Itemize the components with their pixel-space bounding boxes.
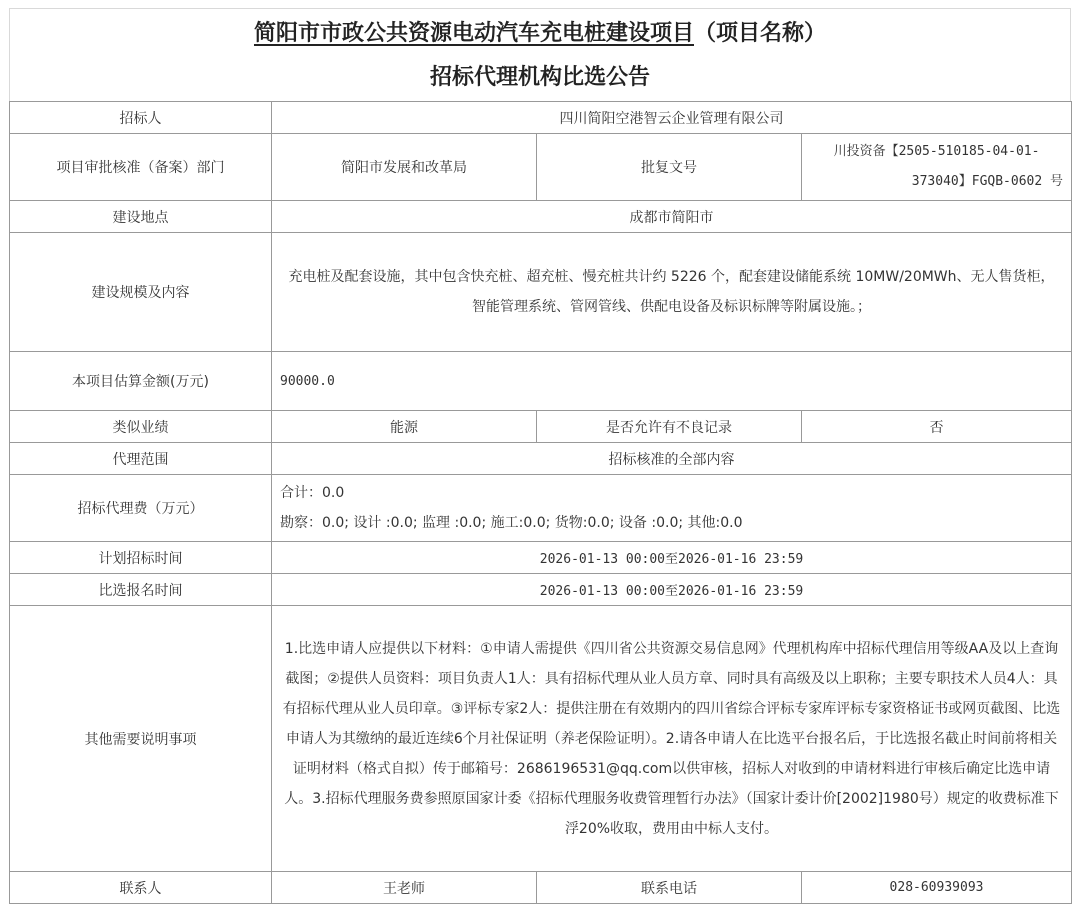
other-value: 1.比选申请人应提供以下材料：①申请人需提供《四川省公共资源交易信息网》代理机构库中招标代理信用等级AA及以上查询截图；②提供人员资料：项目负责人1人：具有招标代理从业人员方章、同时具有高级及以上职称；主要专职技术人员4人：具有招标代理从业人员印章。③评标专家2人：提供注册在有效期内的四川省综合评标专家库评标专家资格证书或网页截图、比选申请人为其缴纳的最近连续6个月社保证明（养老保险证明）。2.请各申请人在比选平台报名后，于比选报名截止时间前将相关证明材料（格式自拟）传于邮箱号：2686196531@qq.com以供审核，招标人对收到的申请材料进行审核后确定比选申请人。3.招标代理服务费参照原国家计委《招标代理服务收费管理暂行办法》（国家计委计价[2002]1980号）规定的收费标准下浮20%收取，费用由中标人支付。 xyxy=(272,606,1072,872)
approval-doc-line-2: 373040】FGQB-0602 号 xyxy=(911,174,1064,189)
fee-total: 合计：0.0 xyxy=(280,485,345,501)
row-tenderer xyxy=(10,102,1072,134)
bad-record-value: 否 xyxy=(802,411,1072,443)
fee-label: 招标代理费（万元） xyxy=(10,475,272,542)
fee-detail: 勘察：0.0; 设计 :0.0; 监理 :0.0; 施工:0.0; 货物:0.0; 设备 :0.0; 其他:0.0 xyxy=(280,515,743,531)
tenderer-value: 四川简阳空港智云企业管理有限公司 xyxy=(272,102,1072,134)
tenderer-label: 招标人 xyxy=(10,102,272,134)
notice-document xyxy=(9,8,1071,904)
row-scope xyxy=(10,443,1072,475)
scale-value: 充电桩及配套设施，其中包含快充桩、超充桩、慢充桩共计约 5226 个，配套建设储能系统 10MW/20MWh、无人售货柜，智能管理系统、管网管线、供配电设备及标识标牌等附属设施。； xyxy=(272,233,1072,352)
plan-time-label: 计划招标时间 xyxy=(10,542,272,574)
notice-table xyxy=(9,101,1072,904)
other-label: 其他需要说明事项 xyxy=(10,606,272,872)
project-name-suffix: （项目名称） xyxy=(694,20,827,46)
performance-label: 类似业绩 xyxy=(10,411,272,443)
row-signup-time xyxy=(10,574,1072,606)
row-location xyxy=(10,201,1072,233)
scale-label: 建设规模及内容 xyxy=(10,233,272,352)
budget-value: 90000.0 xyxy=(272,352,1072,411)
scope-value: 招标核准的全部内容 xyxy=(272,443,1072,475)
approval-doc-number xyxy=(802,134,1072,201)
contact-label: 联系人 xyxy=(10,872,272,904)
scope-label: 代理范围 xyxy=(10,443,272,475)
location-value: 成都市简阳市 xyxy=(272,201,1072,233)
approval-doc-line-1: 川投资备【2505-510185-04-01- xyxy=(833,144,1040,159)
notice-title: 招标代理机构比选公告 xyxy=(429,64,650,90)
location-label: 建设地点 xyxy=(10,201,272,233)
row-budget xyxy=(10,352,1072,411)
performance-value: 能源 xyxy=(272,411,537,443)
project-name: 简阳市市政公共资源电动汽车充电桩建设项目 xyxy=(253,20,694,46)
approval-label: 项目审批核准（备案）部门 xyxy=(10,134,272,201)
contact-name: 王老师 xyxy=(272,872,537,904)
approval-dept: 简阳市发展和改革局 xyxy=(272,134,537,201)
bad-record-label: 是否允许有不良记录 xyxy=(537,411,802,443)
row-plan-time xyxy=(10,542,1072,574)
row-performance xyxy=(10,411,1072,443)
row-other xyxy=(10,606,1072,872)
project-title-line xyxy=(10,9,1070,55)
fee-value xyxy=(272,475,1072,542)
row-contact xyxy=(10,872,1072,904)
row-fee xyxy=(10,475,1072,542)
budget-label: 本项目估算金额(万元) xyxy=(10,352,272,411)
notice-header xyxy=(9,8,1071,101)
signup-time-value: 2026-01-13 00:00至2026-01-16 23:59 xyxy=(272,574,1072,606)
plan-time-value: 2026-01-13 00:00至2026-01-16 23:59 xyxy=(272,542,1072,574)
row-approval xyxy=(10,134,1072,201)
row-scale xyxy=(10,233,1072,352)
contact-phone-label: 联系电话 xyxy=(537,872,802,904)
approval-doc-label: 批复文号 xyxy=(537,134,802,201)
signup-time-label: 比选报名时间 xyxy=(10,574,272,606)
contact-phone: 028-60939093 xyxy=(802,872,1072,904)
